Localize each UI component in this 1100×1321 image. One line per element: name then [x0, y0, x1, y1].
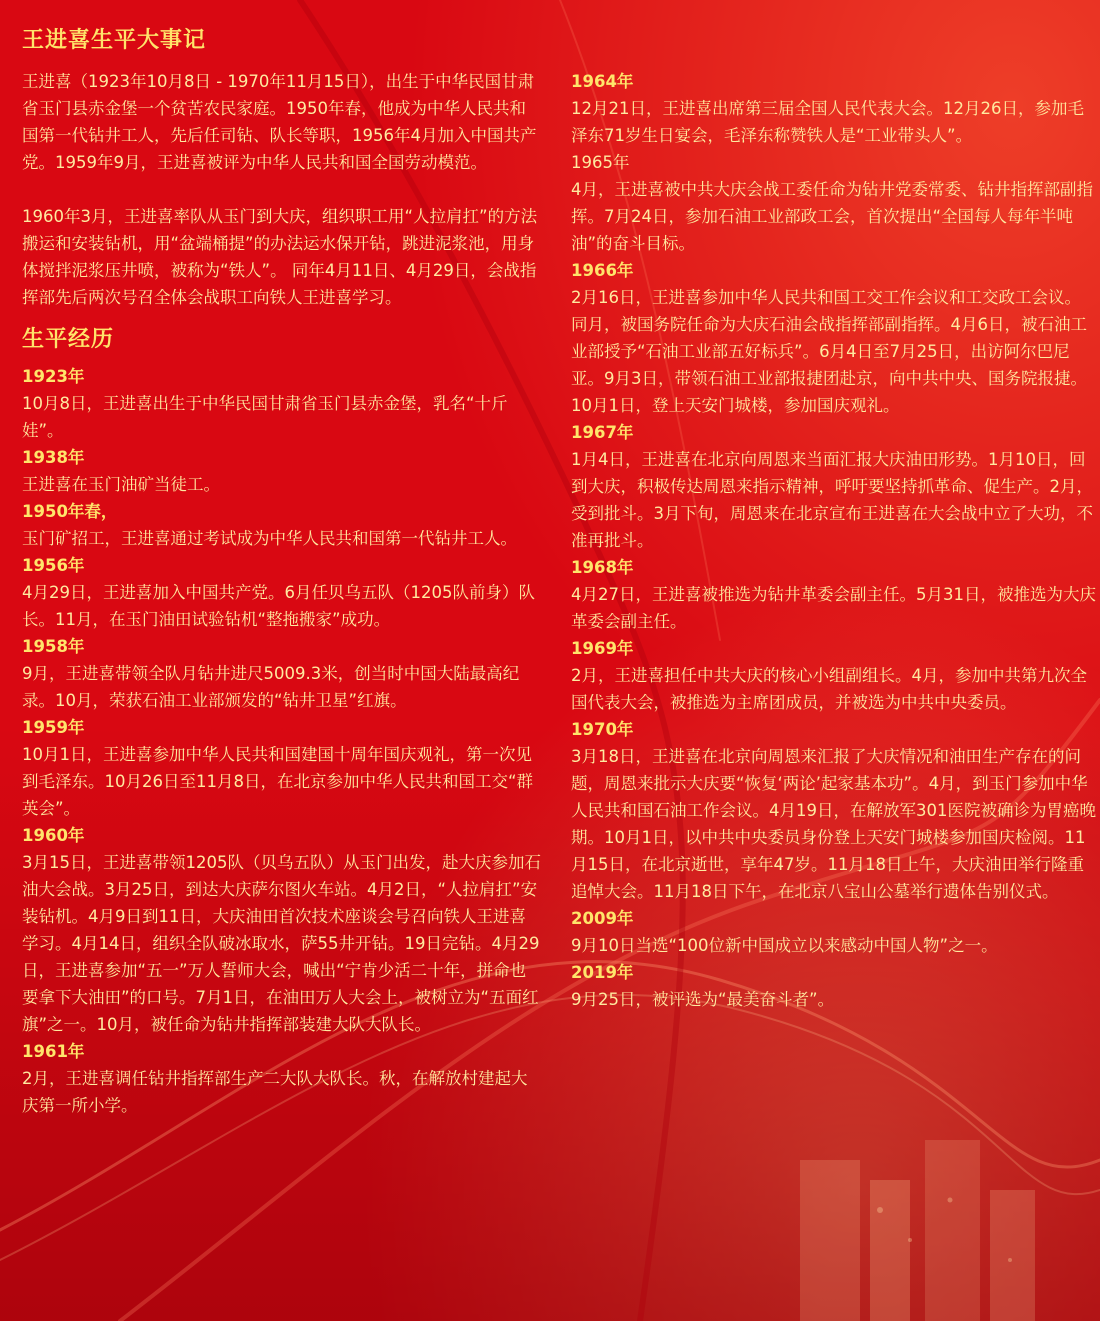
section-title-life: 生平经历 — [22, 326, 115, 352]
timeline-entry — [22, 498, 542, 552]
timeline-entry — [22, 633, 542, 714]
timeline-text: 10月1日，王进喜参加中华人民共和国建国十周年国庆观礼，第一次见到毛泽东。10月26日至11月8日，在北京参加中华人民共和国工交“群英会”。 — [22, 745, 534, 818]
timeline-entry — [22, 363, 542, 444]
timeline-entry — [22, 822, 542, 1038]
timeline-year: 2009年 — [571, 909, 634, 928]
timeline-year: 1967年 — [571, 423, 634, 442]
timeline-text: 9月25日，被评选为“最美奋斗者”。 — [571, 990, 835, 1009]
timeline-year: 1968年 — [571, 558, 634, 577]
timeline-year: 1969年 — [571, 639, 634, 658]
timeline-entry — [22, 714, 542, 822]
intro-paragraph: 1960年3月，王进喜率队从玉门到大庆，组织职工用“人拉肩扛”的方法搬运和安装钻机，用“盆端桶提”的办法运水保开钻，跳进泥浆池，用身体搅拌泥浆压井喷，被称为“铁人”。 同年4月11日、4月29日，会战指挥部先后两次号召全体会战职工向铁人王进喜学习。 — [22, 207, 538, 307]
timeline-year: 2019年 — [571, 963, 634, 982]
timeline-year: 1961年 — [22, 1042, 85, 1061]
timeline-entry — [571, 257, 1096, 419]
page-title: 王进喜生平大事记 — [22, 27, 207, 53]
timeline-year: 1958年 — [22, 637, 85, 656]
timeline-text: 2月，王进喜调任钻井指挥部生产二大队大队长。秋，在解放村建起大庆第一所小学。 — [22, 1069, 528, 1115]
timeline-text: 1965年 4月，王进喜被中共大庆会战工委任命为钻井党委常委、钻井指挥部副指挥。7月24日，参加石油工业部政工会，首次提出“全国每人每年半吨油”的奋斗目标。 — [571, 153, 1093, 253]
timeline-left — [22, 363, 542, 1119]
timeline-entry — [571, 149, 1096, 257]
timeline-text: 2月16日，王进喜参加中华人民共和国工交工作会议和工交政工会议。同月，被国务院任命为大庆石油会战指挥部副指挥。4月6日，被石油工业部授予“石油工业部五好标兵”。6月4日至7月25日，出访阿尔巴尼亚。9月3日，带领石油工业部报捷团赴京，向中共中央、国务院报捷。10月1日，登上天安门城楼，参加国庆观礼。 — [571, 288, 1087, 415]
timeline-entry — [571, 554, 1096, 635]
timeline-text: 9月10日当选“100位新中国成立以来感动中国人物”之一。 — [571, 936, 998, 955]
timeline-entry — [22, 552, 542, 633]
timeline-text: 3月15日，王进喜带领1205队（贝乌五队）从玉门出发，赴大庆参加石油大会战。3月25日，到达大庆萨尔图火车站。4月2日，“人拉肩扛”安装钻机。4月9日到11日，大庆油田首次技术座谈会号召向铁人王进喜学习。4月14日，组织全队破冰取水，萨55井开钻。19日完钻。4月29日，王进喜参加“五一”万人誓师大会，喊出“宁肯少活二十年，拼命也要拿下大油田”的口号。7月1日，在油田万人大会上，被树立为“五面红旗”之一。10月，被任命为钻井指挥部装建大队大队长。 — [22, 853, 541, 1034]
left-column — [22, 24, 542, 1119]
timeline-year: 1970年 — [571, 720, 634, 739]
timeline-entry — [22, 444, 542, 498]
timeline-text: 3月18日，王进喜在北京向周恩来汇报了大庆情况和油田生产存在的问题，周恩来批示大庆要“恢复‘两论’起家基本功”。4月，到玉门参加中华人民共和国石油工作会议。4月19日，在解放军301医院被确诊为胃癌晚期。10月1日，以中共中央委员身份登上天安门城楼参加国庆检阅。11月15日，在北京逝世，享年47岁。11月18日上午，大庆油田举行隆重追悼大会。11月18日下午，在北京八宝山公墓举行遗体告别仪式。 — [571, 747, 1096, 901]
timeline-entry — [571, 419, 1096, 554]
timeline-text: 2月，王进喜担任中共大庆的核心小组副组长。4月，参加中共第九次全国代表大会，被推选为主席团成员，并被选为中共中央委员。 — [571, 666, 1087, 712]
timeline-entry — [571, 905, 1096, 959]
timeline-entry — [571, 716, 1096, 905]
right-column — [571, 68, 1096, 1013]
timeline-entry — [571, 68, 1096, 149]
timeline-year: 1964年 — [571, 72, 634, 91]
timeline-year: 1950年春， — [22, 502, 118, 521]
intro-section — [22, 68, 542, 311]
timeline-text: 9月，王进喜带领全队月钻井进尺5009.3米，创当时中国大陆最高纪录。10月，荣获石油工业部颁发的“钻井卫星”红旗。 — [22, 664, 520, 710]
timeline-entry — [571, 635, 1096, 716]
timeline-text: 王进喜在玉门油矿当徒工。 — [22, 475, 220, 494]
timeline-year: 1966年 — [571, 261, 634, 280]
timeline-right — [571, 68, 1096, 1013]
intro-paragraph: 王进喜（1923年10月8日 - 1970年11月15日），出生于中华民国甘肃省玉门县赤金堡一个贫苦农民家庭。1950年春，他成为中华人民共和国第一代钻井工人，先后任司钻、队长等职，1956年4月加入中国共产党。1959年9月，王进喜被评为中华人民共和国全国劳动模范。 — [22, 72, 537, 172]
timeline-year: 1959年 — [22, 718, 85, 737]
timeline-text: 10月8日，王进喜出生于中华民国甘肃省玉门县赤金堡，乳名“十斤娃”。 — [22, 394, 508, 440]
timeline-entry — [571, 959, 1096, 1013]
timeline-text: 1月4日，王进喜在北京向周恩来当面汇报大庆油田形势。1月10日，回到大庆，积极传达周恩来指示精神，呼吁要坚持抓革命、促生产。2月，受到批斗。3月下旬，周恩来在北京宣布王进喜在大会战中立了大功，不准再批斗。 — [571, 450, 1093, 550]
timeline-year: 1923年 — [22, 367, 85, 386]
timeline-text: 12月21日，王进喜出席第三届全国人民代表大会。12月26日，参加毛泽东71岁生日宴会，毛泽东称赞铁人是“工业带头人”。 — [571, 99, 1084, 145]
timeline-text: 4月27日，王进喜被推选为钻井革委会副主任。5月31日，被推选为大庆革委会副主任。 — [571, 585, 1096, 631]
timeline-year: 1956年 — [22, 556, 85, 575]
timeline-entry — [22, 1038, 542, 1119]
timeline-text: 4月29日，王进喜加入中国共产党。6月任贝乌五队（1205队前身）队长。11月，在玉门油田试验钻机“整拖搬家”成功。 — [22, 583, 535, 629]
timeline-year: 1938年 — [22, 448, 85, 467]
timeline-text: 玉门矿招工，王进喜通过考试成为中华人民共和国第一代钻井工人。 — [22, 529, 517, 548]
timeline-year: 1960年 — [22, 826, 85, 845]
